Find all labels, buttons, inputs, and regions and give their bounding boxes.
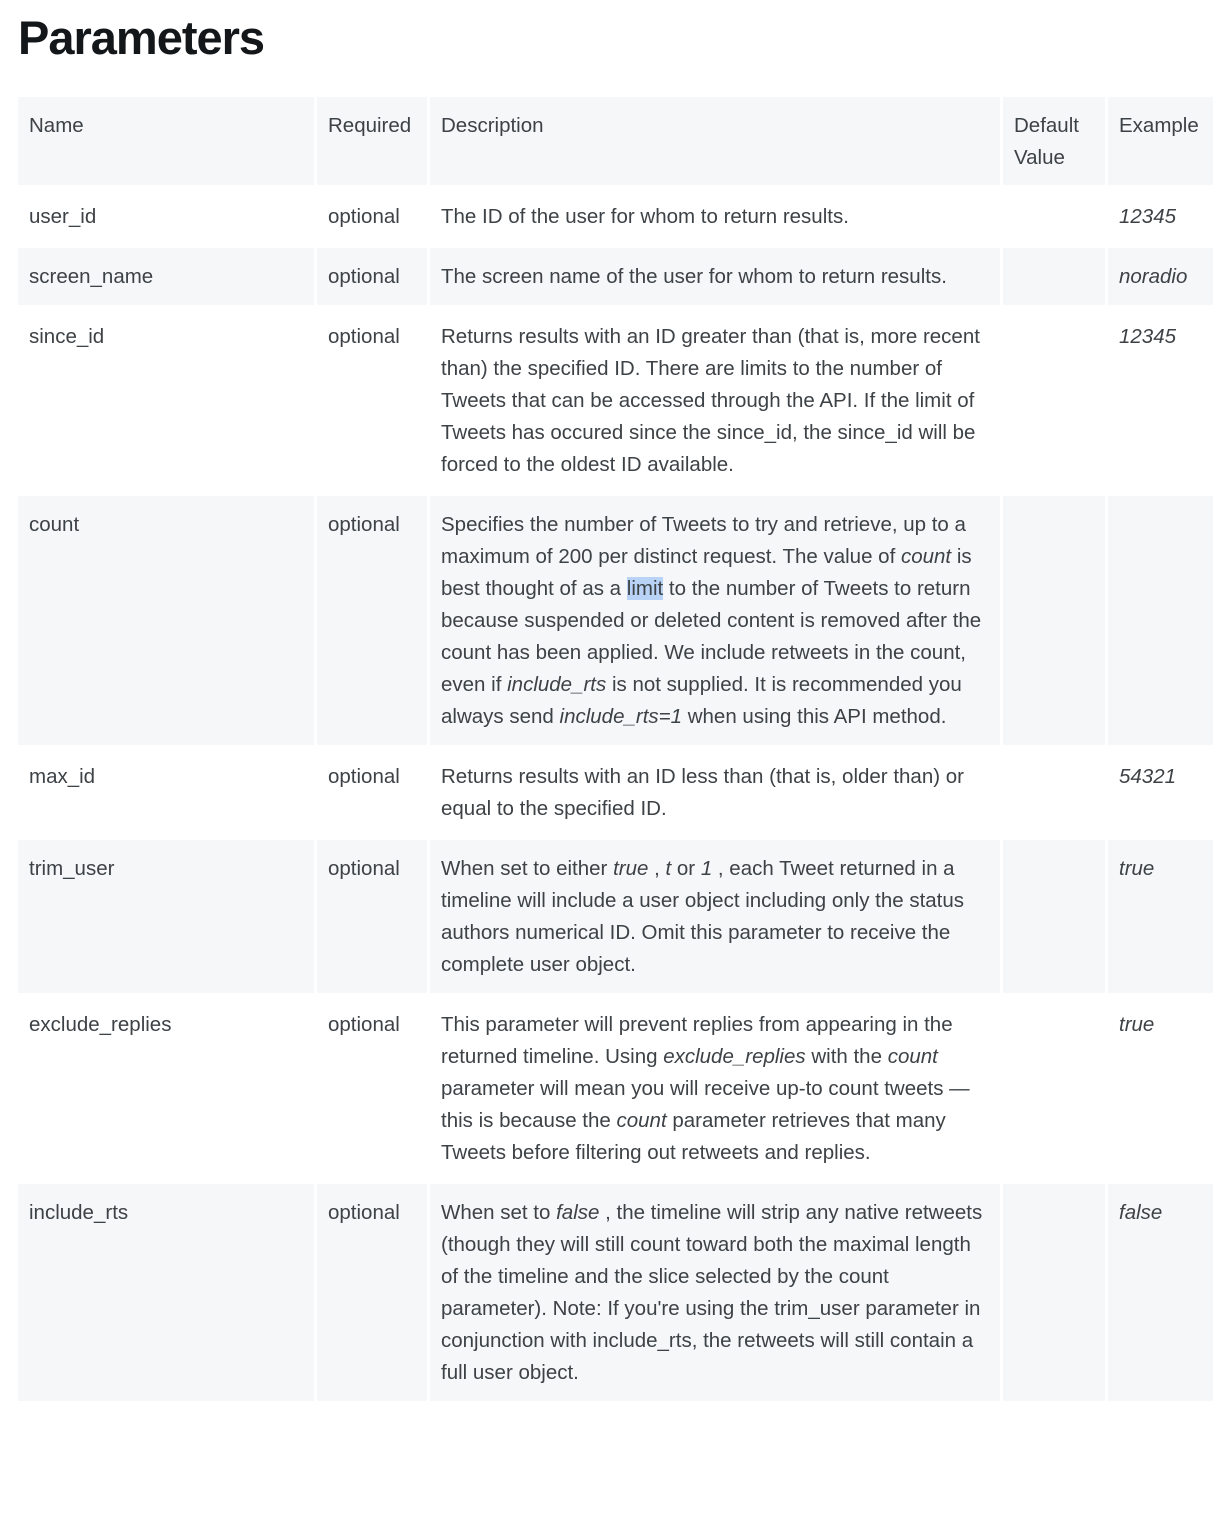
parameters-table (15, 94, 1216, 1404)
param-required: optional (317, 308, 427, 493)
param-name: include_rts (18, 1184, 314, 1401)
table-row (18, 840, 1213, 993)
page-title: Parameters (18, 11, 265, 64)
param-description: Returns results with an ID less than (that is, older than) or equal to the specified ID. (430, 748, 1000, 837)
param-required: optional (317, 1184, 427, 1401)
param-default-value (1003, 1184, 1105, 1401)
description-text: to the number of Tweets to return because suspended or deleted content is removed after the count has been applied. We include retweets in the count, even if (441, 577, 982, 696)
table-row (18, 496, 1213, 745)
table-row (18, 1184, 1213, 1401)
param-default-value (1003, 748, 1105, 837)
description-text: Specifies the number of Tweets to try and retrieve, up to a maximum of 200 per distinct request. The value of (441, 513, 966, 568)
param-name: trim_user (18, 840, 314, 993)
table-body (18, 188, 1213, 1401)
header-description: Description (430, 97, 1000, 185)
description-text: When set to either (441, 857, 614, 880)
param-example (1108, 496, 1213, 745)
description-text: This parameter will prevent replies from appearing in the returned timeline. Using (441, 1013, 953, 1068)
param-description: The ID of the user for whom to return results. (430, 188, 1000, 245)
description-text: parameter will mean you will receive up-to count tweets — this is because the (441, 1077, 970, 1132)
table-row (18, 996, 1213, 1181)
param-default-value (1003, 840, 1105, 993)
header-row (18, 97, 1213, 185)
table-header (18, 97, 1213, 185)
header-default-value: Default Value (1003, 97, 1105, 185)
description-text: , each Tweet returned in a timeline will include a user object including only the status authors numerical ID. Omit this parameter to receive the complete user object. (441, 857, 965, 976)
description-emphasis: count (887, 1045, 938, 1068)
param-example: true (1108, 840, 1213, 993)
param-example: true (1108, 996, 1213, 1181)
header-required: Required (317, 97, 427, 185)
param-default-value (1003, 188, 1105, 245)
description-text: is not supplied. It is recommended you always send (441, 673, 962, 728)
description-emphasis: count (900, 545, 952, 568)
param-description (430, 996, 1000, 1181)
description-emphasis: true (613, 857, 649, 880)
description-emphasis: exclude_replies (663, 1045, 806, 1068)
param-example: false (1108, 1184, 1213, 1401)
param-name: exclude_replies (18, 996, 314, 1181)
table-row (18, 748, 1213, 837)
param-name: screen_name (18, 248, 314, 305)
description-text: when using this API method. (682, 705, 947, 728)
param-example: 54321 (1108, 748, 1213, 837)
description-emphasis: false (556, 1201, 600, 1224)
description-emphasis: include_rts=1 (559, 705, 683, 728)
text-selection-highlight[interactable]: limit (626, 577, 664, 600)
description-text: , (648, 857, 666, 880)
param-required: optional (317, 248, 427, 305)
param-default-value (1003, 308, 1105, 493)
table-row (18, 248, 1213, 305)
description-text: or (671, 857, 701, 880)
param-description (430, 840, 1000, 993)
param-default-value (1003, 496, 1105, 745)
description-text: When set to (441, 1201, 557, 1224)
param-required: optional (317, 996, 427, 1181)
header-name: Name (18, 97, 314, 185)
description-emphasis: t (665, 857, 672, 880)
param-example: noradio (1108, 248, 1213, 305)
table-row (18, 308, 1213, 493)
param-example: 12345 (1108, 188, 1213, 245)
table-row (18, 188, 1213, 245)
description-text: parameter retrieves that many Tweets before filtering out retweets and replies. (441, 1109, 946, 1164)
param-description (430, 1184, 1000, 1401)
param-required: optional (317, 188, 427, 245)
description-emphasis: include_rts (507, 673, 607, 696)
param-description: Returns results with an ID greater than (that is, more recent than) the specified ID. There are limits to the number of Tweets that can be accessed through the API. If the limit of Tweets has occured since the since_id, the since_id will be forced to the oldest ID available. (430, 308, 1000, 493)
param-name: count (18, 496, 314, 745)
param-required: optional (317, 748, 427, 837)
param-name: since_id (18, 308, 314, 493)
header-example: Example (1108, 97, 1213, 185)
param-description (430, 496, 1000, 745)
description-text: is best thought of as a (441, 545, 972, 600)
param-required: optional (317, 840, 427, 993)
param-required: optional (317, 496, 427, 745)
description-text: with the (805, 1045, 888, 1068)
param-name: user_id (18, 188, 314, 245)
description-emphasis: 1 (700, 857, 713, 880)
description-emphasis: count (616, 1109, 667, 1132)
param-default-value (1003, 996, 1105, 1181)
param-default-value (1003, 248, 1105, 305)
param-description: The screen name of the user for whom to return results. (430, 248, 1000, 305)
description-text: , the timeline will strip any native retweets (though they will still count toward both the maximal length of the timeline and the slice selected by the count parameter). Note: If you're using the trim_user parameter in conjunction with include_rts, the retweets will still contain a full user object. (441, 1201, 983, 1384)
param-example: 12345 (1108, 308, 1213, 493)
param-name: max_id (18, 748, 314, 837)
